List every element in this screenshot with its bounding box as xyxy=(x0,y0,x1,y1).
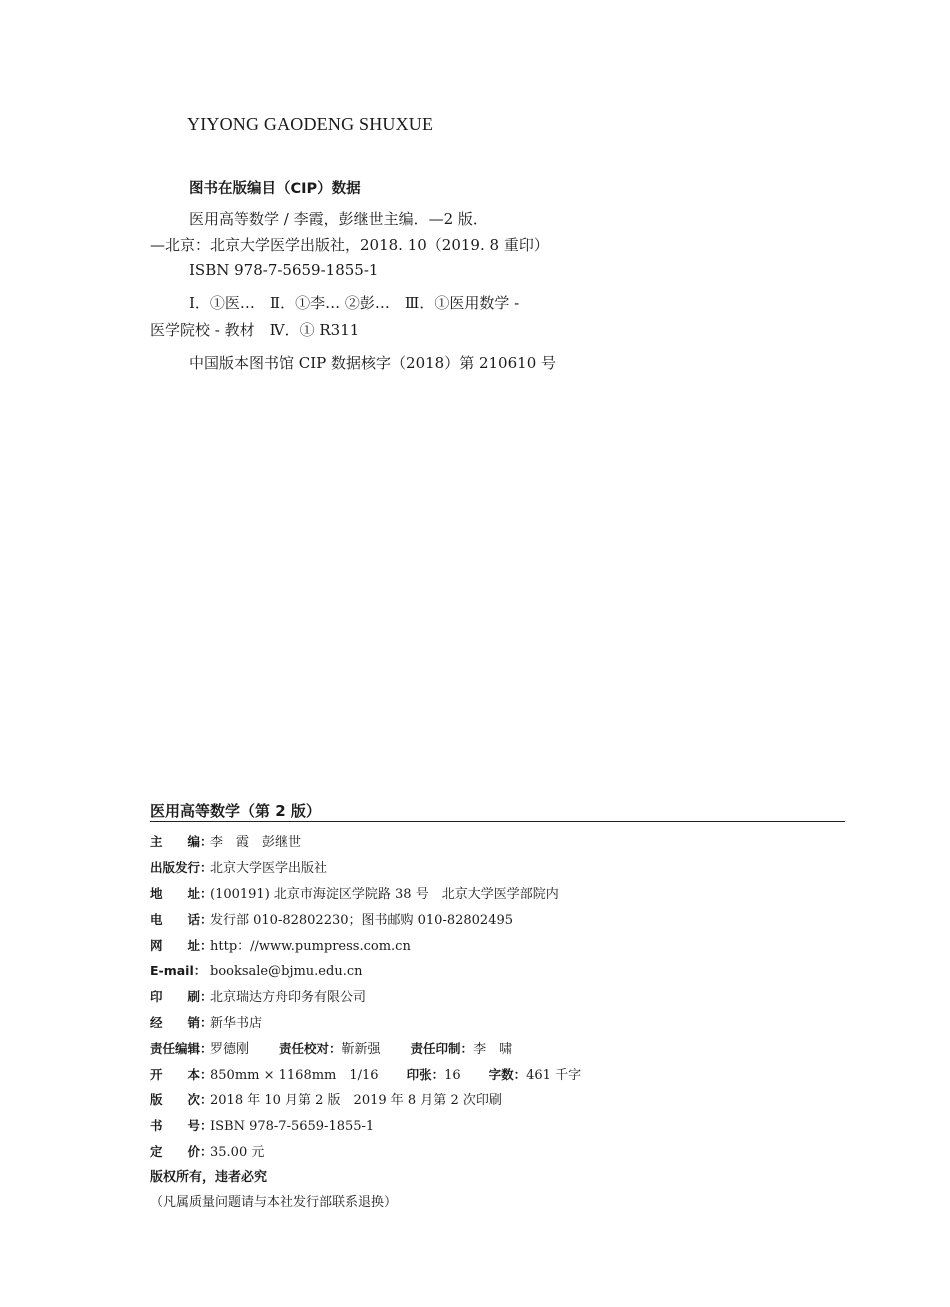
row-value: 850mm × 1168mm 1/16 xyxy=(210,1068,379,1083)
row-label: 印张： xyxy=(406,1067,445,1082)
colophon-row-website xyxy=(150,936,411,956)
colophon-row-responsible-editors xyxy=(150,1039,512,1059)
cip-heading: 图书在版编目（CIP）数据 xyxy=(189,181,361,197)
row-value: 罗德刚 xyxy=(210,1042,250,1057)
cip-line-isbn: ISBN 978-7-5659-1855-1 xyxy=(189,261,379,279)
row-label: 书 号： xyxy=(150,1118,213,1133)
row-label: 印 刷： xyxy=(150,989,213,1004)
website-link[interactable]: http：//www.pumpress.com.cn xyxy=(210,939,411,954)
row-label: 电 话： xyxy=(150,912,213,927)
row-value: ISBN 978-7-5659-1855-1 xyxy=(210,1119,375,1134)
row-value: 新华书店 xyxy=(210,1016,263,1031)
row-label: 网 址： xyxy=(150,938,213,953)
colophon-row-format xyxy=(150,1065,581,1085)
row-label: 版 次： xyxy=(150,1092,213,1107)
colophon-row-publisher xyxy=(150,858,327,878)
cip-line-title: 医用高等数学 / 李霞，彭继世主编．—2 版． xyxy=(189,210,488,228)
row-label: 出版发行： xyxy=(150,860,213,875)
colophon-row-address xyxy=(150,884,559,904)
colophon-row-price xyxy=(150,1142,264,1162)
row-value: 靳新强 xyxy=(341,1042,381,1057)
colophon-row-editor xyxy=(150,832,301,852)
colophon-row-distributor xyxy=(150,1013,262,1033)
row-value: 35.00 元 xyxy=(210,1145,265,1160)
row-value: 李 霞 彭继世 xyxy=(210,835,302,850)
cip-line-subjects: Ⅰ．①医… Ⅱ．①李… ②彭… Ⅲ．①医用数学 - xyxy=(189,294,520,312)
pinyin-title: YIYONG GAODENG SHUXUE xyxy=(187,114,434,134)
row-label: 定 价： xyxy=(150,1144,213,1159)
row-label: 主 编： xyxy=(150,834,213,849)
row-value: 北京瑞达方舟印务有限公司 xyxy=(210,990,367,1005)
return-policy-note: （凡属质量问题请与本社发行部联系退换） xyxy=(150,1195,398,1210)
row-label: 字数： xyxy=(488,1067,527,1082)
row-label: 责任印制： xyxy=(410,1041,474,1056)
row-value: 2018 年 10 月第 2 版 2019 年 8 月第 2 次印刷 xyxy=(210,1093,502,1108)
row-label: 地 址： xyxy=(150,886,213,901)
cip-line-subjects-cont: 医学院校 - 教材 Ⅳ．① R311 xyxy=(150,321,360,339)
cip-line-record-number: 中国版本图书馆 CIP 数据核字（2018）第 210610 号 xyxy=(189,354,557,372)
colophon-row-printer xyxy=(150,987,366,1007)
email-link[interactable]: booksale@bjmu.edu.cn xyxy=(210,964,363,979)
colophon-row-edition xyxy=(150,1090,502,1110)
row-label: 经 销： xyxy=(150,1015,213,1030)
colophon-row-isbn xyxy=(150,1116,374,1136)
row-value: 发行部 010-82802230；图书邮购 010-82802495 xyxy=(210,913,514,928)
row-value: 李 啸 xyxy=(473,1042,513,1057)
row-value: 北京大学医学出版社 xyxy=(210,861,328,876)
colophon-row-phone xyxy=(150,910,513,930)
colophon-title: 医用高等数学（第 2 版） xyxy=(150,802,321,820)
row-label: 责任编辑： xyxy=(150,1041,213,1056)
row-label: 开 本： xyxy=(150,1067,213,1082)
cip-line-publisher: —北京：北京大学医学出版社，2018. 10（2019. 8 重印） xyxy=(150,236,549,254)
row-value: (100191) 北京市海淀区学院路 38 号 北京大学医学部院内 xyxy=(210,887,559,902)
title-divider xyxy=(150,821,845,822)
copyright-notice: 版权所有，违者必究 xyxy=(150,1170,268,1185)
row-value: 16 xyxy=(444,1068,461,1083)
row-value: 461 千字 xyxy=(526,1068,582,1083)
row-label: 责任校对： xyxy=(279,1041,342,1056)
row-label: E-mail： xyxy=(150,963,207,978)
colophon-row-email xyxy=(150,961,362,981)
